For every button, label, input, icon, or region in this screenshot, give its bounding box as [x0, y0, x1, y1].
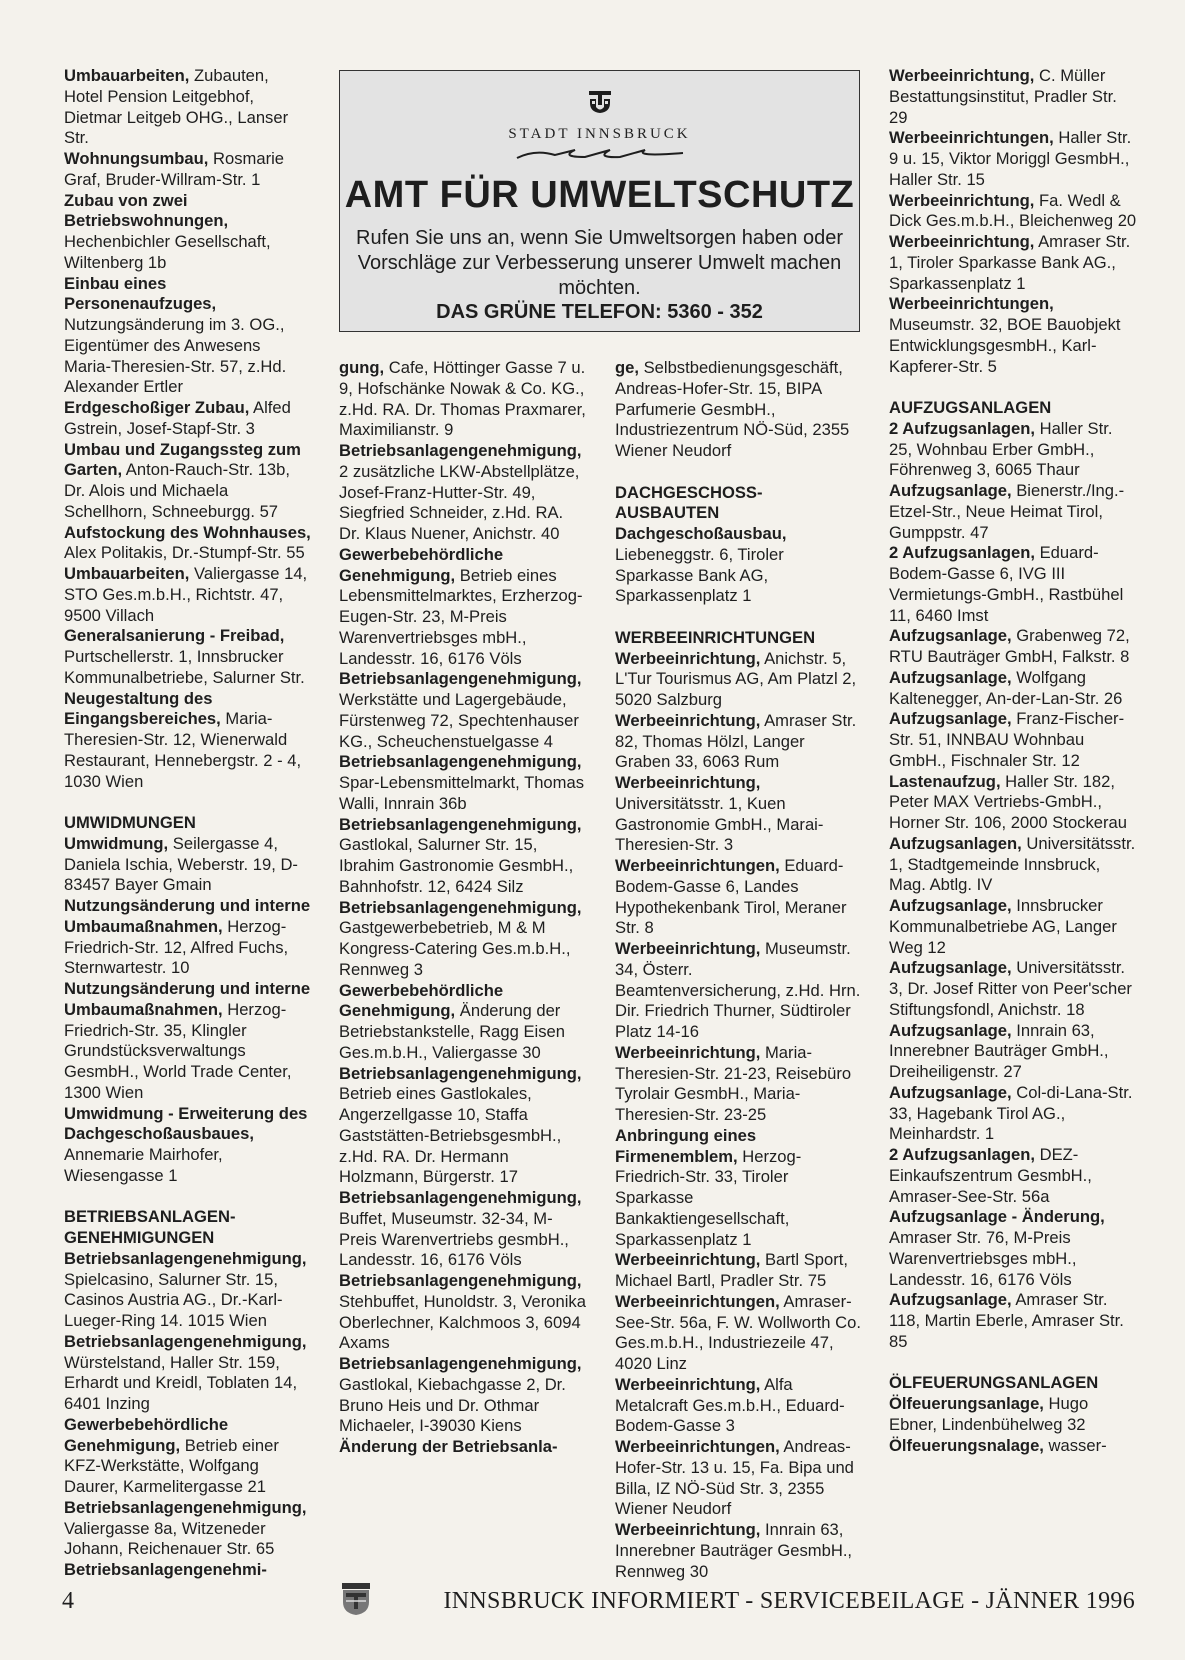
- entry-details: Herzog-Friedrich-Str. 33, Tiroler Sparkasse Bankaktiengesellschaft, Sparkassenplatz 1: [615, 1146, 802, 1249]
- entry-title: Wohnungsumbau,: [64, 149, 209, 168]
- entry-title: Ölfeuerungsanlage,: [889, 1394, 1044, 1413]
- permit-entry: [339, 358, 587, 441]
- permit-entry: [64, 1332, 312, 1415]
- entry-title: Aufzugsanlage,: [889, 1290, 1012, 1310]
- entry-title: Werbeeinrichtungen,: [615, 1291, 780, 1311]
- entry-title: Werbeeinrichtungen,: [615, 1437, 780, 1456]
- river-waves-icon: [515, 145, 685, 163]
- entry-details: Gastgewerbebetrieb, M & M Kongress-Catering Ges.m.b.H., Rennweg 3: [339, 918, 571, 979]
- entry-title: 2 Aufzugsanlagen,: [889, 543, 1035, 563]
- permit-entry: [889, 191, 1137, 233]
- entry-title: Betriebsanlagengenehmigung,: [339, 752, 582, 772]
- entry-title: Umbauarbeiten,: [64, 564, 190, 583]
- permit-entry: [64, 398, 312, 440]
- entry-title: Aufzugsanlage,: [889, 667, 1012, 687]
- section-heading: BETRIEBSANLAGEN-GENEHMIGUNGEN: [64, 1207, 236, 1247]
- entry-details: Andreas-Hofer-Str. 13 u. 15, Fa. Bipa und Billa, IZ NÖ-Süd Str. 3, 2355 Wiener Neudorf: [615, 1437, 854, 1519]
- publication-footer: INNSBRUCK INFORMIERT - SERVICEBEILAGE - JÄNNER 1996: [443, 1588, 1135, 1614]
- entry-title: Lastenaufzug,: [889, 771, 1001, 791]
- entry-title: Anbringung eines Firmenemblem,: [615, 1125, 757, 1166]
- entry-details: Innsbrucker Kommunalbetriebe AG, Langer Weg 12: [889, 896, 1117, 957]
- entry-details: Amraser-See-Str. 56a, F. W. Wollworth Co. Ges.m.b.H., Industriezeile 47, 4020 Linz: [615, 1291, 861, 1373]
- entry-title: Aufzugsanlage,: [889, 1020, 1012, 1040]
- entry-title: Gewerbebehördliche Genehmigung,: [64, 1414, 229, 1455]
- entry-title: Erdgeschoßiger Zubau,: [64, 398, 250, 417]
- entry-details: Valiergasse 14, STO Ges.m.b.H., Richtstr. 47, 9500 Villach: [64, 564, 308, 625]
- entry-details: Fa. Wedl & Dick Ges.m.b.H., Bleichenweg 20: [889, 190, 1137, 231]
- entry-title: Aufzugsanlage,: [889, 481, 1012, 500]
- entry-title: Betriebsanlagengenehmigung,: [339, 1271, 582, 1290]
- entry-details: Betrieb eines Lebensmittelmarktes, Erzherzog-Eugen-Str. 23, M-Preis Warenvertriebsges mbH., Landesstr. 16, 6176 Völs: [339, 565, 583, 668]
- entry-title: Werbeeinrichtung,: [889, 232, 1035, 251]
- section-heading: WERBEEINRICHTUNGEN: [615, 627, 816, 647]
- permit-entry: [889, 543, 1137, 626]
- entry-details: Selbstbedienungsgeschäft, Andreas-Hofer-Str. 15, BIPA Parfumerie GesmbH., Industriezentrum NÖ-Süd, 2355 Wiener Neudorf: [615, 358, 850, 460]
- entry-details: Haller Str. 182, Peter MAX Vertriebs-GmbH., Horner Str. 106, 2000 Stockerau: [889, 771, 1127, 832]
- section-heading: ÖLFEUERUNGSANLAGEN: [889, 1373, 1099, 1393]
- permit-entry: [64, 564, 312, 626]
- entry-title: Werbeeinrichtung,: [615, 773, 761, 792]
- permit-entry: [889, 1145, 1137, 1207]
- entry-title: Betriebsanlagengenehmigung,: [339, 1063, 582, 1083]
- entry-title: Aufzugsanlagen,: [889, 833, 1022, 853]
- text-column-2: [339, 358, 587, 1458]
- entry-details: Innrain 63, Innerebner Bauträger GmbH., Dreiheiligenstr. 27: [889, 1020, 1109, 1081]
- permit-entry: [64, 274, 312, 399]
- entry-title: Umbau und Zugangssteg zum Garten,: [64, 439, 301, 480]
- entry-title: Gewerbebehördliche Genehmigung,: [339, 980, 504, 1021]
- entry-details: Änderung der Betriebstankstelle, Ragg Eisen Ges.m.b.H., Valiergasse 30: [339, 1001, 565, 1062]
- permit-entry: [615, 1437, 863, 1520]
- entry-title: Gewerbebehördliche Genehmigung,: [339, 544, 504, 585]
- entry-title: Einbau eines Personenaufzuges,: [64, 273, 217, 314]
- permit-entry: [889, 1394, 1137, 1436]
- entry-details: Maria-Theresien-Str. 21-23, Reisebüro Tyrolair GesmbH., Maria-Theresien-Str. 23-25: [615, 1042, 852, 1124]
- entry-title: Aufzugsanlage,: [889, 958, 1012, 978]
- entry-details: Rosmarie Graf, Bruder-Willram-Str. 1: [64, 149, 285, 189]
- entry-details: wasser-: [1043, 1435, 1107, 1455]
- text-column-1: [64, 66, 312, 1581]
- entry-details: Amraser Str. 76, M-Preis Warenvertriebsges mbH., Landesstr. 16, 6176 Völs: [889, 1228, 1077, 1289]
- entry-details: Bienerstr./Ing.-Etzel-Str., Neue Heimat Tirol, Gumppstr. 47: [889, 481, 1125, 542]
- permit-entry: [64, 440, 312, 523]
- entry-details: Eduard-Bodem-Gasse 6, Landes Hypothekenbank Tirol, Meraner Str. 8: [615, 856, 847, 938]
- entry-title: 2 Aufzugsanlagen,: [889, 1145, 1035, 1164]
- permit-entry: [64, 834, 312, 896]
- footer-crest-icon: [341, 1582, 371, 1616]
- entry-title: Werbeeinrichtung,: [615, 1374, 761, 1394]
- permit-entry: [64, 1104, 312, 1187]
- entry-details: Betrieb eines Gastlokales, Angerzellgasse 10, Staffa Gaststätten-BetriebsgesmbH., z.Hd. RA. Dr. Hermann Holzmann, Bürgerstr. 17: [339, 1084, 562, 1187]
- entry-details: Zubauten, Hotel Pension Leitgebhof, Dietmar Leitgeb OHG., Lanser Str.: [64, 66, 289, 148]
- text-column-4: [889, 66, 1137, 1456]
- entry-details: Grabenweg 72, RTU Bauträger GmbH, Falkstr. 8: [889, 626, 1130, 666]
- entry-details: Spar-Lebensmittelmarkt, Thomas Walli, Innrain 36b: [339, 773, 585, 813]
- permit-entry: [615, 939, 863, 1043]
- entry-details: Gastlokal, Kiebachgasse 2, Dr. Bruno Heis und Dr. Othmar Michaeler, I-39030 Kiens: [339, 1374, 566, 1436]
- permit-entry: [64, 626, 312, 688]
- entry-title: Werbeeinrichtung,: [615, 1250, 761, 1270]
- entry-details: Eduard-Bodem-Gasse 6, IVG III Vermietungs-GmbH., Rastbühel 11, 6460 Imst: [889, 543, 1124, 625]
- entry-details: 2 zusätzliche LKW-Abstellplätze, Josef-Franz-Hutter-Str. 49, Siegfried Schneider, z.Hd. RA. Dr. Klaus Nuener, Anichstr. 40: [339, 461, 580, 543]
- entry-title: Nutzungsänderung und interne Umbaumaßnahmen,: [64, 896, 311, 936]
- office-title: AMT FÜR UMWELTSCHUTZ: [344, 174, 855, 216]
- entry-title: Dachgeschoßausbau,: [615, 524, 787, 543]
- entry-details: Nutzungsänderung im 3. OG., Eigentümer des Anwesens Maria-Theresien-Str. 57, z.Hd. Alexander Ertler: [64, 315, 287, 397]
- permit-entry: [339, 898, 587, 981]
- entry-details: Col-di-Lana-Str. 33, Hagebank Tirol AG., Meinhardstr. 1: [889, 1082, 1133, 1144]
- entry-title: Ölfeuerungsnalage,: [889, 1435, 1044, 1455]
- permit-entry: [339, 1064, 587, 1189]
- permit-entry: [889, 709, 1137, 771]
- entry-details: Stehbuffet, Hunoldstr. 3, Veronika Oberlechner, Kalchmoos 3, 6094 Axams: [339, 1291, 586, 1353]
- entry-title: ge,: [615, 358, 639, 377]
- permit-entry: [339, 1437, 587, 1458]
- entry-details: Gastlokal, Salurner Str. 15, Ibrahim Gastronomie GesmbH., Bahnhofstr. 12, 6424 Silz: [339, 835, 574, 896]
- permit-entry: [339, 1271, 587, 1354]
- entry-details: Hugo Ebner, Lindenbühelweg 32: [889, 1394, 1089, 1434]
- entry-title: Betriebsanlagengenehmigung,: [339, 441, 582, 460]
- entry-title: Betriebsanlagengenehmigung,: [339, 1188, 582, 1207]
- permit-entry: [889, 419, 1137, 481]
- permit-entry: [889, 128, 1137, 190]
- entry-title: Werbeeinrichtung,: [615, 1520, 761, 1539]
- entry-title: gung,: [339, 358, 385, 377]
- entry-details: Werkstätte und Lagergebäude, Fürstenweg 72, Spechtenhauser KG., Scheuchenstuelgasse 4: [339, 690, 579, 751]
- permit-entry: [615, 1250, 863, 1292]
- entry-details: Herzog-Friedrich-Str. 35, Klingler Grundstücksverwaltungs GesmbH., World Trade Center, 1300 Wien: [64, 999, 292, 1102]
- entry-title: Betriebsanlagengenehmigung,: [339, 814, 582, 834]
- entry-details: Herzog-Friedrich-Str. 12, Alfred Fuchs, Sternwartestr. 10: [64, 916, 289, 978]
- entry-title: Aufzugsanlage - Änderung,: [889, 1207, 1105, 1227]
- permit-entry: [339, 669, 587, 752]
- permit-entry: [615, 773, 863, 856]
- entry-title: Umwidmung - Erweiterung des Dachgeschoßausbaues,: [64, 1103, 308, 1144]
- permit-entry: [64, 1560, 312, 1581]
- permit-entry: [889, 626, 1137, 668]
- entry-details: Amraser Str. 82, Thomas Hölzl, Langer Graben 33, 6063 Rum: [615, 710, 857, 772]
- entry-title: Werbeeinrichtung,: [889, 66, 1035, 85]
- permit-entry: [889, 232, 1137, 294]
- permit-entry: [889, 896, 1137, 958]
- permit-entry: [889, 668, 1137, 710]
- permit-entry: [64, 896, 312, 979]
- entry-title: Umbauarbeiten,: [64, 66, 190, 85]
- permit-entry: [889, 772, 1137, 834]
- text-column-3: [615, 358, 863, 1582]
- permit-entry: [889, 958, 1137, 1020]
- entry-title: Betriebsanlagengenehmigung,: [339, 669, 582, 689]
- entry-title: Werbeeinrichtungen,: [889, 128, 1054, 148]
- environment-office-notice: [339, 70, 860, 332]
- entry-title: Aufzugsanlage,: [889, 1082, 1012, 1102]
- entry-title: Betriebsanlagengenehmi-: [64, 1560, 267, 1579]
- permit-entry: [615, 1292, 863, 1375]
- section-heading: UMWIDMUNGEN: [64, 813, 196, 832]
- permit-entry: [889, 66, 1137, 128]
- entry-title: Umwidmung,: [64, 833, 169, 853]
- permit-entry: [615, 1043, 863, 1126]
- entry-details: Alfed Gstrein, Josef-Stapf-Str. 3: [64, 398, 291, 438]
- entry-details: Anichstr. 5, L'Tur Tourismus AG, Am Platzl 2, 5020 Salzburg: [615, 648, 857, 709]
- entry-title: Werbeeinrichtungen,: [615, 856, 780, 875]
- permit-entry: [889, 1083, 1137, 1145]
- entry-details: Universitätsstr. 1, Kuen Gastronomie GmbH., Marai-Theresien-Str. 3: [615, 793, 824, 855]
- entry-details: Haller Str. 9 u. 15, Viktor Moriggl GesmbH., Haller Str. 15: [889, 128, 1132, 189]
- permit-entry: [889, 1436, 1137, 1457]
- entry-title: Werbeeinrichtung,: [615, 939, 761, 958]
- permit-entry: [339, 441, 587, 545]
- entry-details: Seilergasse 4, Daniela Ischia, Weberstr. 19, D-83457 Bayer Gmain: [64, 833, 298, 895]
- entry-details: Anton-Rauch-Str. 13b, Dr. Alois und Michaela Schellhorn, Schneeburgg. 57: [64, 460, 290, 521]
- entry-title: Aufzugsanlage,: [889, 896, 1012, 915]
- permit-entry: [64, 149, 312, 191]
- entry-details: Alfa Metalcraft Ges.m.b.H., Eduard-Bodem-Gasse 3: [615, 1374, 845, 1436]
- entry-title: Änderung der Betriebsanla-: [339, 1437, 558, 1456]
- call-to-action: Rufen Sie uns an, wenn Sie Umweltsorgen haben oder Vorschläge zur Verbesserung unserer Umwelt machen möchten.: [356, 227, 843, 299]
- entry-title: Werbeeinrichtungen,: [889, 294, 1054, 314]
- permit-entry: [339, 1354, 587, 1437]
- entry-details: Universitätsstr. 3, Dr. Josef Ritter von Peer'scher Stiftungsfondl, Anichstr. 18: [889, 958, 1132, 1019]
- entry-details: Purtschellerstr. 1, Innsbrucker Kommunalbetriebe, Salurner Str.: [64, 647, 305, 687]
- entry-title: Betriebsanlagengenehmigung,: [64, 1497, 307, 1517]
- permit-entry: [339, 752, 587, 814]
- entry-details: Innrain 63, Innerebner Bauträger GesmbH., Rennweg 30: [615, 1520, 853, 1581]
- permit-entry: [64, 523, 312, 565]
- permit-entry: [64, 979, 312, 1104]
- entry-details: Museumstr. 34, Österr. Beamtenversicherung, z.Hd. Hrn. Dir. Friedrich Thurner, Südtiroler Platz 14-16: [615, 939, 861, 1041]
- section-heading: AUFZUGSANLAGEN: [889, 398, 1052, 417]
- entry-details: Maria-Theresien-Str. 12, Wienerwald Restaurant, Hennebergstr. 2 - 4, 1030 Wien: [64, 709, 302, 791]
- permit-entry: [64, 191, 312, 274]
- green-phone-number: DAS GRÜNE TELEFON: 5360 - 352: [436, 301, 763, 323]
- entry-title: Werbeeinrichtung,: [615, 710, 761, 730]
- entry-details: Liebeneggstr. 6, Tiroler Sparkasse Bank AG, Sparkassenplatz 1: [615, 544, 784, 606]
- permit-entry: [889, 1021, 1137, 1083]
- permit-entry: [64, 689, 312, 793]
- entry-details: Valiergasse 8a, Witzeneder Johann, Reichenauer Str. 65: [64, 1518, 275, 1559]
- entry-details: C. Müller Bestattungsinstitut, Pradler Str. 29: [889, 66, 1117, 127]
- entry-details: Franz-Fischer-Str. 51, INNBAU Wohnbau GmbH., Fischnaler Str. 12: [889, 709, 1125, 770]
- entry-title: Werbeeinrichtung,: [889, 190, 1035, 210]
- permit-entry: [339, 1188, 587, 1271]
- entry-title: Aufstockung des Wohnhauses,: [64, 522, 311, 542]
- entry-title: Neugestaltung des Eingangsbereiches,: [64, 688, 221, 729]
- entry-title: Betriebsanlagengenehmigung,: [64, 1248, 307, 1268]
- permit-entry: [889, 1290, 1137, 1352]
- city-name: STADT INNSBRUCK: [508, 126, 691, 142]
- page-number: 4: [62, 1588, 74, 1614]
- entry-title: Zubau von zwei Betriebswohnungen,: [64, 190, 229, 231]
- permit-entry: [615, 1520, 863, 1582]
- entry-details: Museumstr. 32, BOE Bauobjekt EntwicklungsgesmbH., Karl-Kapferer-Str. 5: [889, 315, 1121, 376]
- entry-title: Werbeeinrichtung,: [615, 648, 761, 668]
- permit-entry: [64, 1249, 312, 1332]
- permit-entry: [889, 294, 1137, 377]
- entry-details: Amraser Str. 118, Martin Eberle, Amraser Str. 85: [889, 1290, 1124, 1351]
- entry-details: Bartl Sport, Michael Bartl, Pradler Str. 75: [615, 1250, 848, 1290]
- entry-details: Betrieb einer KFZ-Werkstätte, Wolfgang Daurer, Karmelitergasse 21: [64, 1435, 279, 1496]
- entry-title: Betriebsanlagengenehmigung,: [339, 897, 582, 917]
- section-heading: DACHGESCHOSS-AUSBAUTEN: [615, 482, 763, 523]
- permit-entry: [889, 481, 1137, 543]
- entry-title: Aufzugsanlage,: [889, 709, 1012, 729]
- entry-details: Würstelstand, Haller Str. 159, Erhardt und Kreidl, Toblaten 14, 6401 Inzing: [64, 1352, 298, 1413]
- permit-entry: [615, 856, 863, 939]
- entry-details: Annemarie Mairhofer, Wiesengasse 1: [64, 1145, 223, 1185]
- entry-details: Wolfgang Kaltenegger, An-der-Lan-Str. 26: [889, 667, 1123, 708]
- permit-entry: [64, 1498, 312, 1560]
- entry-details: Cafe, Höttinger Gasse 7 u. 9, Hofschänke Nowak & Co. KG., z.Hd. RA. Dr. Thomas Praxmarer, Maximilianstr. 9: [339, 358, 586, 440]
- permit-entry: [64, 66, 312, 149]
- permit-entry: [64, 1415, 312, 1498]
- permit-entry: [889, 1207, 1137, 1290]
- permit-entry: [615, 358, 863, 462]
- permit-entry: [339, 815, 587, 898]
- permit-entry: [615, 1375, 863, 1437]
- innsbruck-crest-icon: [587, 89, 613, 113]
- entry-details: Amraser Str. 1, Tiroler Sparkasse Bank AG., Sparkassenplatz 1: [889, 232, 1131, 293]
- permit-entry: [339, 545, 587, 670]
- entry-details: Spielcasino, Salurner Str. 15, Casinos Austria AG., Dr.-Karl-Lueger-Ring 14. 1015 Wien: [64, 1269, 283, 1330]
- entry-title: Nutzungsänderung und interne Umbaumaßnahmen,: [64, 979, 311, 1019]
- entry-details: DEZ-Einkaufszentrum GesmbH., Amraser-See-Str. 56a: [889, 1145, 1092, 1206]
- entry-details: Haller Str. 25, Wohnbau Erber GmbH., Föhrenweg 3, 6065 Thaur: [889, 418, 1113, 480]
- permit-entry: [339, 981, 587, 1064]
- entry-title: 2 Aufzugsanlagen,: [889, 418, 1035, 438]
- entry-details: Buffet, Museumstr. 32-34, M-Preis Warenvertriebs gesmbH., Landesstr. 16, 6176 Völs: [339, 1208, 569, 1270]
- entry-title: Generalsanierung - Freibad,: [64, 626, 285, 646]
- permit-entry: [889, 834, 1137, 896]
- permit-entry: [615, 1126, 863, 1251]
- entry-details: Hechenbichler Gesellschaft, Wiltenberg 1b: [64, 232, 271, 272]
- entry-details: Alex Politakis, Dr.-Stumpf-Str. 55: [64, 543, 305, 563]
- entry-title: Betriebsanlagengenehmigung,: [339, 1354, 582, 1373]
- permit-entry: [615, 524, 863, 607]
- entry-title: Werbeeinrichtung,: [615, 1042, 761, 1062]
- entry-details: Universitätsstr. 1, Stadtgemeinde Innsbruck, Mag. Abtlg. IV: [889, 833, 1136, 895]
- permit-entry: [615, 711, 863, 773]
- entry-title: Betriebsanlagengenehmigung,: [64, 1331, 307, 1351]
- permit-entry: [615, 649, 863, 711]
- entry-title: Aufzugsanlage,: [889, 626, 1012, 646]
